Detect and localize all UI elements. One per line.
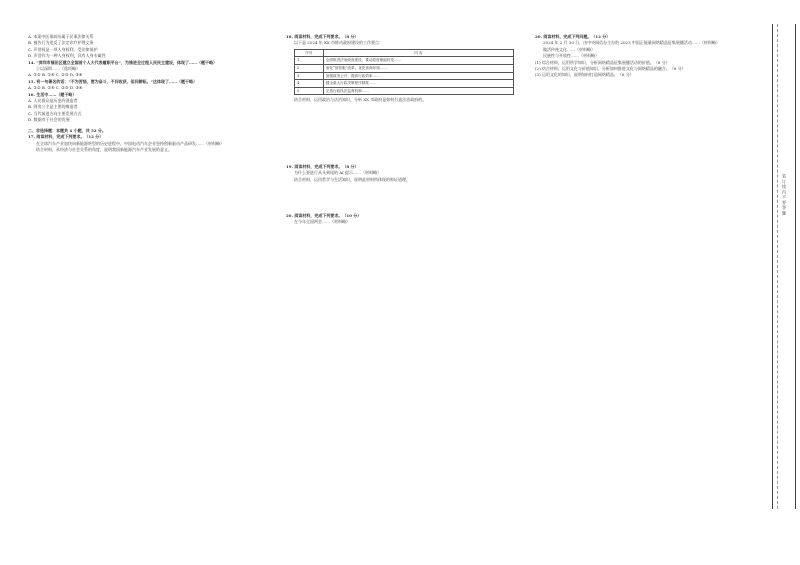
- binding-strip: [772, 24, 796, 509]
- q16-option-b: B. 阿房公主是主要的缔造者: [28, 104, 78, 110]
- question-19-body: 为什么要进行从头到尾的 AI 提示……（材料略）: [294, 170, 382, 176]
- question-14-options: A. ①② B. ①④ C. ②③ D. ③④: [28, 72, 83, 78]
- question-17-task: 结合材料，从经济与社会关系的角度，说明我国新能源汽车产业发展的意义。: [36, 146, 172, 152]
- question-19-task: 结合材料，运用哲学与生活知识，说明此材料所体现的辩证道理。: [294, 176, 410, 182]
- table-cell-number: 5: [295, 87, 324, 95]
- column-right: [535, 34, 772, 79]
- section-two-heading: 二、非选择题：本题共 4 小题，共 52 分。: [28, 127, 106, 133]
- question-20: 20. 阅读材料，完成下列要求。（10 分）: [286, 213, 362, 218]
- option-c: C. 声誉权是一项人身权利，受法律保护: [28, 46, 98, 52]
- task-2: (2) 结合材料，运用文化与价值知识，分析如何推进文化与网络精品的融合。（8 分）: [535, 66, 686, 72]
- paragraph-3: 民族性与开放性……（材料略）: [543, 53, 599, 59]
- table-header-number: 序号: [295, 49, 324, 57]
- table-row: [295, 65, 514, 73]
- work-table: [294, 49, 514, 96]
- table-cell-content: 完善行政执法监督机制……: [323, 87, 513, 95]
- question-21: 20. 阅读材料，完成下列问题。（12 分）: [535, 34, 611, 39]
- option-a: A. 本案中医事纠纷属于民事法律关系: [28, 34, 94, 39]
- table-row: [295, 87, 514, 95]
- question-17: 17. 阅读材料，完成下列要求。（12 分）: [28, 134, 104, 140]
- column-middle: [286, 34, 531, 226]
- binding-dashed-line: [777, 24, 790, 509]
- question-20-body: 在今年全国两会……（材料略）: [294, 219, 350, 225]
- question-17-body: 在全球汽车产业加快向新能源转型的历史进程中，中国电动汽车企业坚持创新驱动产品研发……（材料略）: [36, 140, 224, 146]
- table-row: [295, 57, 514, 65]
- table-cell-number: 4: [295, 80, 324, 88]
- question-18-task: 结合材料，运用政治与法治知识，分析 XX 市政府是如何打造法治政府的。: [294, 97, 427, 103]
- table-cell-number: 1: [295, 57, 324, 65]
- question-18-intro: 以下是 2024 年 XX 市推动政府建设的工作要点：: [294, 40, 383, 46]
- paragraph-1: 2024 年 2 月 30 日，由中央网信办主办的 2023 中国正能量网络精品征集展播活动……（材料略）: [543, 40, 720, 46]
- question-16: 16. 生活中……（题干略）: [28, 91, 77, 97]
- table-row: [295, 80, 514, 88]
- table-cell-content: 深化“放管服”改革，优化营商环境……: [323, 65, 513, 73]
- column-left: [28, 34, 278, 153]
- question-15-options: A. ①② B. ①④ C. ②③ D. ③④: [28, 85, 83, 91]
- table-header-content: 内 容: [323, 49, 513, 57]
- binding-notice: 装 订 线 内 不 要 答 题: [782, 174, 787, 215]
- question-15: 15. 有一句著名的话：“不为苦恼，要为奋斗，不问收获，但问耕耘。”这体现了……（题干略）: [28, 78, 197, 84]
- table-cell-content: 健全重大行政决策程序制度……: [323, 80, 513, 88]
- option-b: B. 被告行为违反了法定诊疗护理义务: [28, 40, 94, 46]
- table-row: [295, 72, 514, 80]
- table-cell-content: 全面推进法治政府建设，推动政府职能转变……: [323, 57, 513, 65]
- table-cell-number: 2: [295, 65, 324, 73]
- task-1: (1) 综合材料，运用所学知识，分析网络精品征集展播活动的价值。（8 分）: [535, 59, 670, 65]
- question-18: 18. 阅读材料，完成下列要求。（8 分）: [286, 34, 359, 39]
- q16-option-c: C. 当代前进方向主要发展方式: [28, 110, 82, 116]
- task-3: (3) 运用文化的知识，说明如何打造网络精品。（6 分）: [535, 72, 634, 78]
- q16-option-d: D. 数据对于社会的发展: [28, 117, 70, 123]
- q16-option-a: A. 人民群众是历史的创造者: [28, 98, 78, 104]
- table-cell-number: 3: [295, 72, 324, 80]
- option-d: D. 声誉作为一种人身权利，具有人身专属性: [28, 53, 106, 59]
- table-cell-content: 加强政务公开，提高行政效率……: [323, 72, 513, 80]
- paragraph-2: 做活传统文化……（材料略）: [543, 46, 595, 52]
- question-14: 14. “深圳市福田区建立全国首个人大代表履职平台”，为推进全过程人民民主建设，体现了……（题干略）: [28, 59, 217, 65]
- question-19: 19. 阅读材料，完成下列要求。（8 分）: [286, 163, 359, 169]
- question-14-text: ①以深圳……（选项略）: [36, 66, 80, 72]
